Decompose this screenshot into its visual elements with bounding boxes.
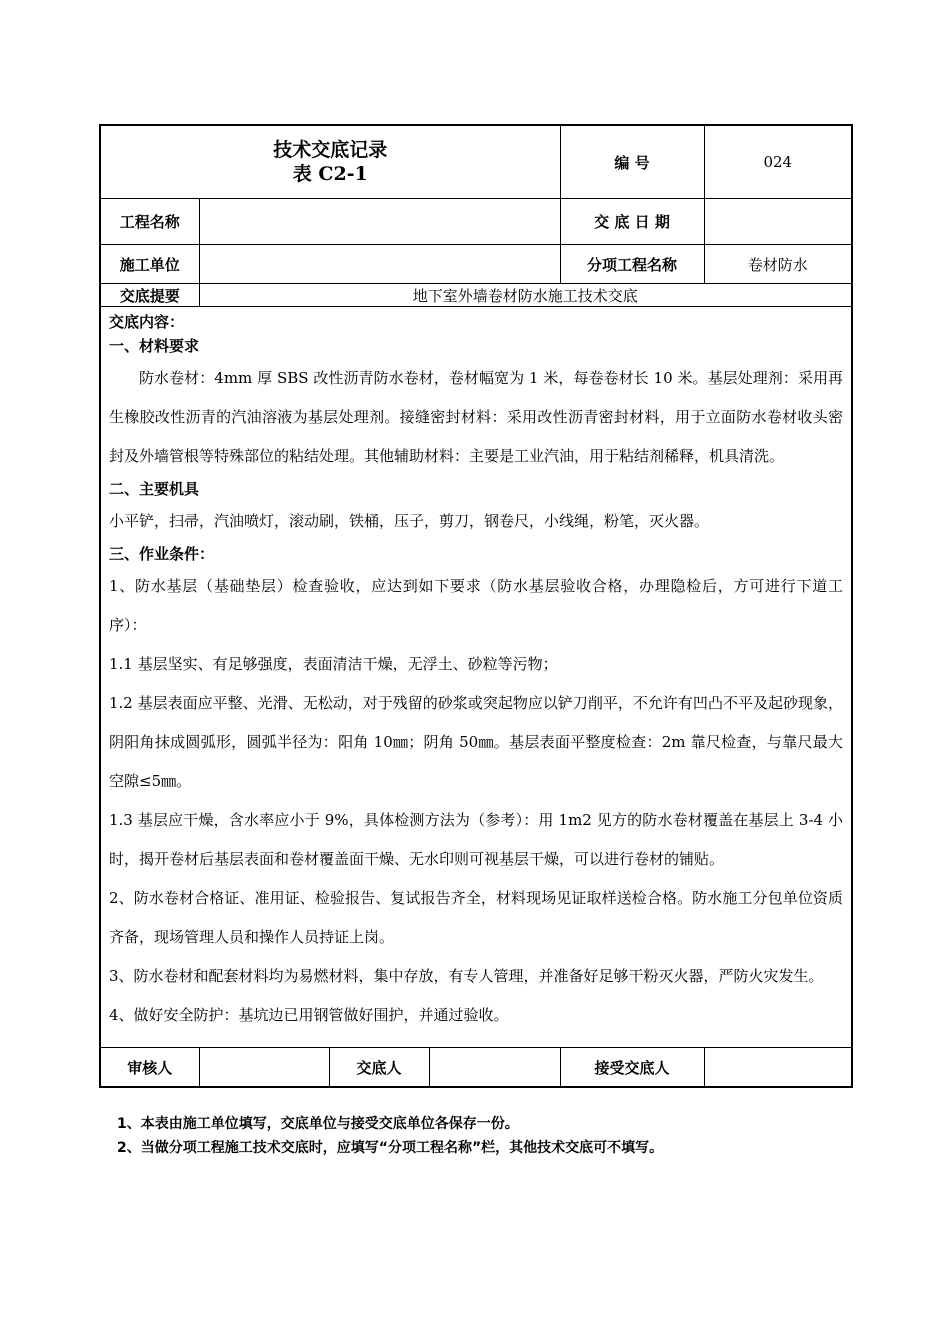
section-1-title: 一、材料要求 (109, 337, 200, 355)
form-table (99, 124, 853, 1088)
note-item: 1、本表由施工单位填写，交底单位与接受交底单位各保存一份。 (117, 1116, 519, 1132)
section-3-item: 1、防水基层（基础垫层）检查验收，应达到如下要求（防水基层验收合格，办理隐检后，方可进行下道工序）： (109, 577, 844, 634)
project-name-label: 工程名称 (100, 199, 199, 245)
form-notes (117, 1112, 663, 1160)
subproject-value[interactable]: 卷材防水 (704, 245, 852, 284)
summary-label: 交底提要 (100, 284, 199, 307)
reviewer-label: 审核人 (100, 1048, 199, 1088)
note-item: 2、当做分项工程施工技术交底时，应填写“分项工程名称”栏，其他技术交底可不填写。 (117, 1140, 664, 1156)
date-label: 交 底 日 期 (560, 199, 704, 245)
receiver-label: 接受交底人 (560, 1048, 704, 1088)
unit-value[interactable] (199, 245, 560, 284)
date-value[interactable] (704, 199, 852, 245)
subproject-label: 分项工程名称 (560, 245, 704, 284)
form-title (100, 125, 560, 199)
section-2-paragraph: 小平铲，扫帚，汽油喷灯，滚动刷，铁桶，压子，剪刀，钢卷尺，小线绳，粉笔，灭火器。 (109, 512, 710, 530)
form-title-line1: 技术交底记录 (273, 139, 388, 161)
unit-label: 施工单位 (100, 245, 199, 284)
presenter-value[interactable] (429, 1048, 560, 1088)
section-3-item: 2、防水卷材合格证、准用证、检验报告、复试报告齐全，材料现场见证取样送检合格。防水施工分包单位资质齐备，现场管理人员和操作人员持证上岗。 (109, 889, 844, 946)
section-3-title: 三、作业条件： (109, 545, 215, 563)
technical-disclosure-form (99, 124, 851, 1088)
section-2-title: 二、主要机具 (109, 480, 200, 498)
section-1-paragraph: 防水卷材：4mm 厚 SBS 改性沥青防水卷材，卷材幅宽为 1 米，每卷卷材长 10 米。基层处理剂：采用再生橡胶改性沥青的汽油溶液为基层处理剂。接缝密封材料：采用改性沥青密封材料，用于立面防水卷材收头密封及外墙管根等特殊部位的粘结处理。其他辅助材料：主要是工业汽油，用于粘结剂稀释，机具清洗。 (109, 369, 844, 465)
summary-value[interactable]: 地下室外墙卷材防水施工技术交底 (199, 284, 852, 307)
content-cell (100, 307, 852, 1048)
number-value[interactable]: 024 (704, 125, 852, 199)
reviewer-value[interactable] (199, 1048, 329, 1088)
section-3-item: 4、做好安全防护：基坑边已用钢管做好围护，并通过验收。 (109, 1006, 509, 1024)
receiver-value[interactable] (704, 1048, 852, 1088)
number-label: 编 号 (560, 125, 704, 199)
content-heading: 交底内容： (109, 313, 185, 331)
section-3-item: 3、防水卷材和配套材料均为易燃材料，集中存放，有专人管理，并准备好足够干粉灭火器，严防火灾发生。 (109, 967, 824, 985)
project-name-value[interactable] (199, 199, 560, 245)
section-3-item: 1.3 基层应干燥，含水率应小于 9%，具体检测方法为（参考）：用 1m2 见方的防水卷材覆盖在基层上 3-4 小时，揭开卷材后基层表面和卷材覆盖面干燥、无水印则可视基层干燥，可以进行卷材的铺贴。 (109, 811, 844, 868)
form-title-line2: 表 C2-1 (292, 163, 368, 185)
section-3-item: 1.1 基层坚实、有足够强度，表面清洁干燥，无浮土、砂粒等污物； (109, 655, 558, 673)
section-3-item: 1.2 基层表面应平整、光滑、无松动，对于残留的砂浆或突起物应以铲刀削平，不允许有凹凸不平及起砂现象，阴阳角抹成圆弧形，圆弧半径为：阳角 10㎜；阴角 50㎜。基层表面平整度检查：2m 靠尺检查，与靠尺最大空隙≤5㎜。 (109, 694, 844, 790)
presenter-label: 交底人 (329, 1048, 429, 1088)
